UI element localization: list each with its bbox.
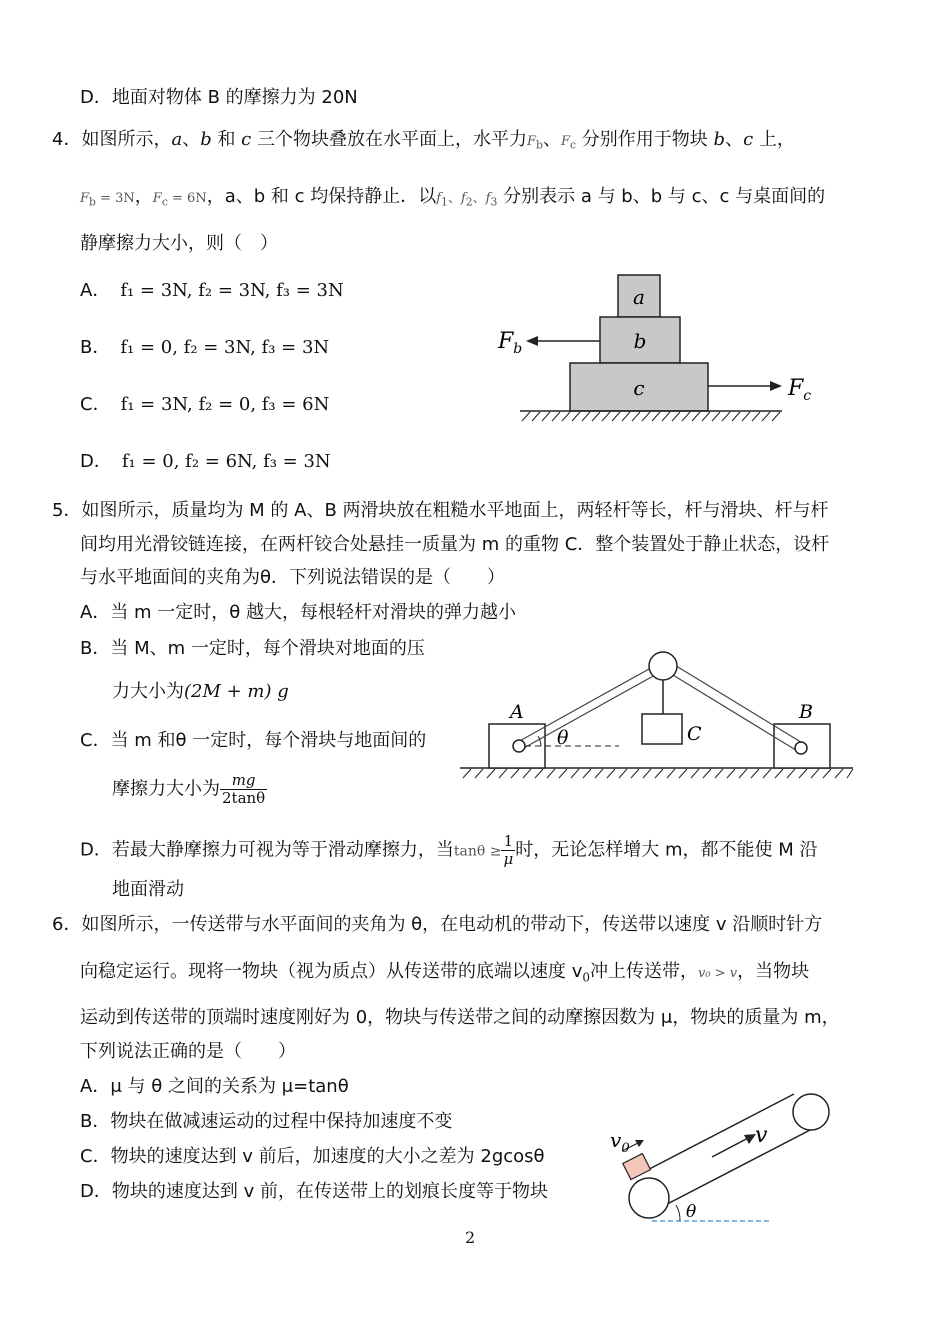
velocity-arrow <box>712 1137 750 1157</box>
label-b: B <box>799 701 813 723</box>
q5-option-d-line1: D．若最大静摩擦力可视为等于滑动摩擦力，当tanθ ≥ $\frac{1}{\mu}$ 时，无论怎样增大 m，都不能使 M 沿 <box>80 832 818 868</box>
theta-label: θ <box>686 1202 697 1222</box>
q4-option-d: D． f₁ = 0, f₂ = 6N, f₃ = 3N <box>80 451 331 472</box>
q5-option-c-line2: 摩擦力大小为 $\frac{mg}{2\tan\theta}$ <box>112 771 266 807</box>
label-c: C <box>687 723 702 745</box>
q6-option-a: A．μ 与 θ 之间的关系为 μ=tanθ <box>80 1076 349 1097</box>
q4-stem-line3: 静摩擦力大小，则（ ） <box>80 233 278 254</box>
label-a: A <box>510 701 524 723</box>
q6-option-c: C．物块的速度达到 v 前后，加速度的大小之差为 2gcosθ <box>80 1146 545 1167</box>
v-label: v <box>755 1123 768 1148</box>
ground-hatching <box>463 769 853 778</box>
q5-option-b-line2: 力大小为(2M + m) g <box>112 681 289 702</box>
bottom-pulley <box>629 1178 669 1218</box>
q5-option-b-line1: B．当 M、m 一定时，每个滑块对地面的压 <box>80 638 425 659</box>
q4-stem-line1: 4．如图所示，a、b 和 c 三个物块叠放在水平面上，水平力$F_b$、$F_c$ 分别作用于物块 b、c 上， <box>52 129 795 152</box>
force-c-label: $F_c$ <box>788 376 812 404</box>
q6-option-d: D．物块的速度达到 v 前，在传送带上的划痕长度等于物块 <box>80 1181 548 1202</box>
q6-stem-line4: 下列说法正确的是（ ） <box>80 1041 296 1062</box>
q5-hinged-rods-figure <box>455 646 865 781</box>
block-b-label: b <box>633 329 647 353</box>
block <box>623 1154 651 1180</box>
q6-stem-line1: 6．如图所示，一传送带与水平面间的夹角为 θ，在电动机的带动下，传送带以速度 v 沿顺时针方 <box>52 914 823 935</box>
q5-option-d-line2: 地面滑动 <box>112 879 184 900</box>
page-number: 2 <box>465 1228 476 1247</box>
force-b-label: $F_b$ <box>498 329 523 357</box>
hinge-b <box>795 742 807 754</box>
hinge-top <box>649 652 677 680</box>
theta-arc <box>676 1205 680 1221</box>
belt-bottom <box>648 1129 812 1214</box>
q5-stem-line1: 5．如图所示，质量均为 M 的 A、B 两滑块放在粗糙水平地面上，两轻杆等长，杆与滑块、杆与杆 <box>52 500 829 521</box>
q5-option-a: A．当 m 一定时，θ 越大，每根轻杆对滑块的弹力越小 <box>80 602 517 623</box>
q4-option-b: B． f₁ = 0, f₂ = 3N, f₃ = 3N <box>80 337 330 358</box>
q4-option-c: C． f₁ = 3N, f₂ = 0, f₃ = 6N <box>80 394 330 415</box>
theta-label: θ <box>557 727 569 749</box>
ground-hatching <box>522 412 780 421</box>
belt-top <box>630 1094 794 1179</box>
q4-stacked-blocks-figure <box>490 268 840 428</box>
q4-stem-line2: $F_b = 3N$，$F_c = 6N$，a、b 和 c 均保持静止．以$f_1$、$f_2$、$f_3$ 分别表示 a 与 b、b 与 c、c 与桌面间的 <box>80 186 826 209</box>
q6-conveyor-belt-figure <box>600 1085 840 1230</box>
v0-label: $v_0$ <box>610 1128 630 1156</box>
force-c-arrowhead <box>770 381 782 391</box>
q6-option-b: B．物块在做减速运动的过程中保持加速度不变 <box>80 1111 453 1132</box>
force-b-arrowhead <box>526 336 538 346</box>
q4-option-a: A． f₁ = 3N, f₂ = 3N, f₃ = 3N <box>80 280 344 301</box>
q6-stem-line2: 向稳定运行。现将一物块（视为质点）从传送带的底端以速度 $v_0$冲上传送带，v₀ > v，当物块 <box>80 961 810 985</box>
block-c-label: c <box>633 376 645 400</box>
block-a-label: a <box>633 285 645 309</box>
q3-option-d: D．地面对物体 B 的摩擦力为 20N <box>80 87 358 108</box>
weight-c <box>642 714 682 744</box>
top-pulley <box>793 1094 829 1130</box>
q5-option-c-line1: C．当 m 和θ 一定时，每个滑块与地面间的 <box>80 730 427 751</box>
q6-stem-line3: 运动到传送带的顶端时速度刚好为 0，物块与传送带之间的动摩擦因数为 μ，物块的质量为 m， <box>80 1007 840 1028</box>
q5-stem-line2: 间均用光滑铰链连接，在两杆铰合处悬挂一质量为 m 的重物 C．整个装置处于静止状态，设杆 <box>80 534 830 555</box>
q5-stem-line3: 与水平地面间的夹角为θ．下列说法错误的是（ ） <box>80 567 506 588</box>
hinge-a <box>513 740 525 752</box>
